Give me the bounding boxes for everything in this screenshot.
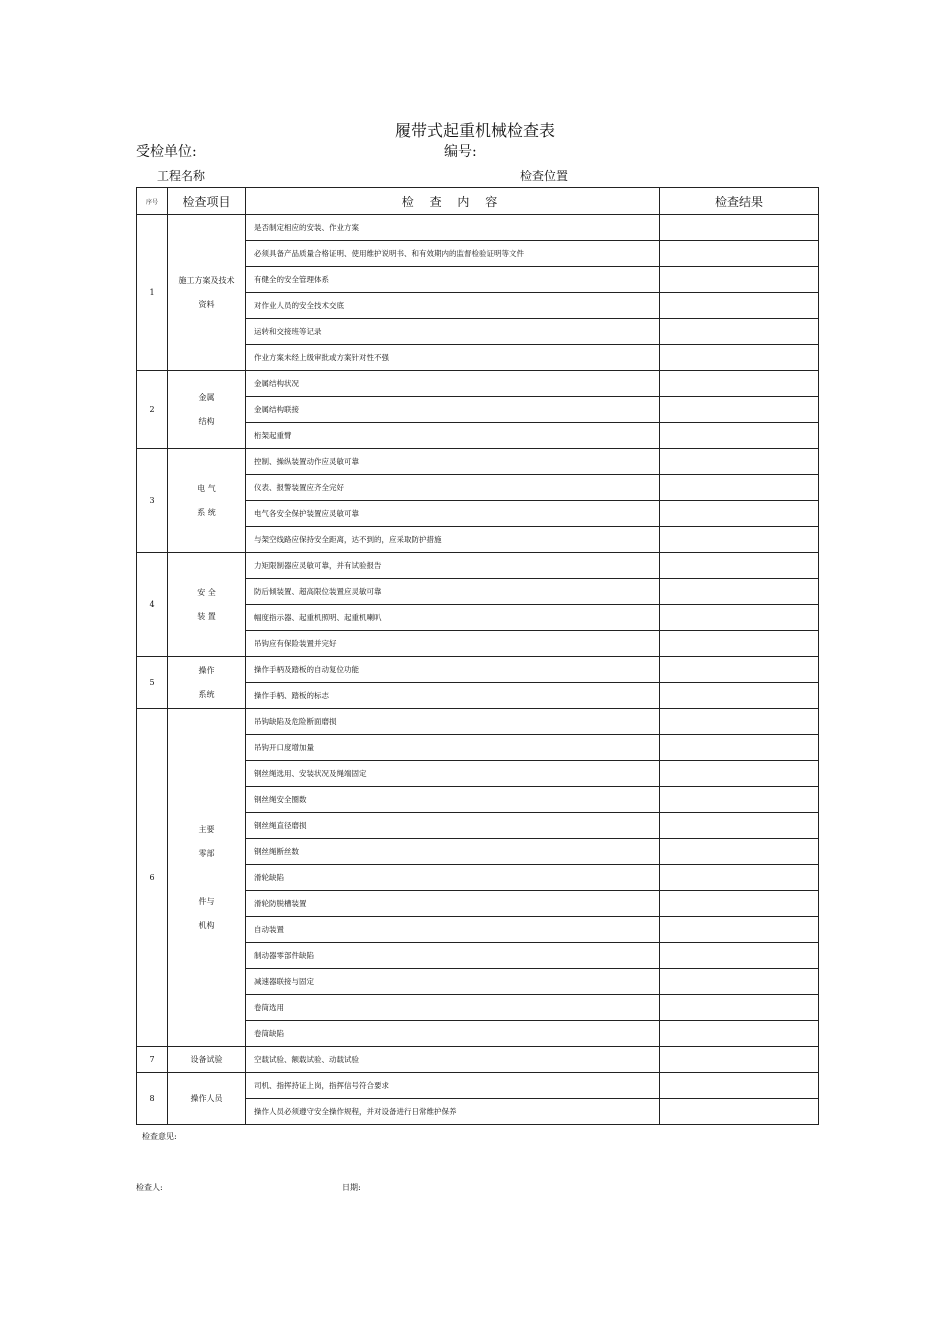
check-item: 操作手柄及踏板的自动复位功能 <box>246 657 660 683</box>
result-cell[interactable] <box>660 527 819 553</box>
table-row <box>137 709 819 735</box>
group-seq: 6 <box>137 709 168 1047</box>
category-line: 装 置 <box>197 611 216 621</box>
check-item: 桁架起重臂 <box>246 423 660 449</box>
check-item: 吊钩应有保险装置并完好 <box>246 631 660 657</box>
check-item: 吊钩缺陷及危险断面磨损 <box>246 709 660 735</box>
result-cell[interactable] <box>660 865 819 891</box>
result-cell[interactable] <box>660 735 819 761</box>
check-item: 制动器零部件缺陷 <box>246 943 660 969</box>
group-category <box>168 449 246 553</box>
result-cell[interactable] <box>660 449 819 475</box>
check-item: 幅度指示器、起重机照明、起重机喇叭 <box>246 605 660 631</box>
check-item: 控制、操纵装置动作应灵敏可靠 <box>246 449 660 475</box>
result-cell[interactable] <box>660 917 819 943</box>
result-cell[interactable] <box>660 657 819 683</box>
check-item: 必须具备产品质量合格证明、使用维护说明书、和有效期内的监督检验证明等文件 <box>246 241 660 267</box>
table-row <box>137 553 819 579</box>
category-line: 操作人员 <box>190 1093 223 1103</box>
check-item: 作业方案未经上级审批或方案针对性不强 <box>246 345 660 371</box>
table-body <box>137 215 819 1125</box>
category-line: 主要 <box>198 824 215 834</box>
result-cell[interactable] <box>660 787 819 813</box>
result-cell[interactable] <box>660 1047 819 1073</box>
page-title: 履带式起重机械检查表 <box>394 121 555 140</box>
result-cell[interactable] <box>660 761 819 787</box>
result-cell[interactable] <box>660 631 819 657</box>
group-category <box>168 1047 246 1073</box>
header-content: 检 查 内 容 <box>246 188 660 215</box>
result-cell[interactable] <box>660 345 819 371</box>
category-line: 机构 <box>198 920 215 930</box>
number-label: 编号: <box>444 144 477 160</box>
group-seq: 3 <box>137 449 168 553</box>
check-item: 自动装置 <box>246 917 660 943</box>
result-cell[interactable] <box>660 397 819 423</box>
check-item: 空载试验、额载试验、动载试验 <box>246 1047 660 1073</box>
check-item: 吊钩开口度增加量 <box>246 735 660 761</box>
group-category <box>168 657 246 709</box>
result-cell[interactable] <box>660 475 819 501</box>
check-item: 卷筒选用 <box>246 995 660 1021</box>
result-cell[interactable] <box>660 501 819 527</box>
group-category <box>168 709 246 1047</box>
group-seq: 4 <box>137 553 168 657</box>
check-item: 滑轮缺陷 <box>246 865 660 891</box>
check-item: 滑轮防脱槽装置 <box>246 891 660 917</box>
category-line: 操作 <box>198 665 215 675</box>
result-cell[interactable] <box>660 709 819 735</box>
result-cell[interactable] <box>660 267 819 293</box>
check-item: 减速器联接与固定 <box>246 969 660 995</box>
group-seq: 7 <box>137 1047 168 1073</box>
check-item: 金属结构状况 <box>246 371 660 397</box>
group-seq: 8 <box>137 1073 168 1125</box>
result-cell[interactable] <box>660 319 819 345</box>
check-item: 是否制定相应的安装、作业方案 <box>246 215 660 241</box>
header-category: 检查项目 <box>168 188 246 215</box>
group-seq: 1 <box>137 215 168 371</box>
opinion-label: 检查意见: <box>142 1132 177 1141</box>
result-cell[interactable] <box>660 423 819 449</box>
result-cell[interactable] <box>660 579 819 605</box>
result-cell[interactable] <box>660 839 819 865</box>
check-item: 防后倾装置、超高限位装置应灵敏可靠 <box>246 579 660 605</box>
result-cell[interactable] <box>660 813 819 839</box>
check-item: 卷筒缺陷 <box>246 1021 660 1047</box>
result-cell[interactable] <box>660 371 819 397</box>
category-line: 电 气 <box>197 483 216 493</box>
inspector-label: 检查人: <box>136 1183 163 1192</box>
category-line: 系 统 <box>197 507 216 517</box>
category-line: 资料 <box>198 299 215 309</box>
header-seq: 序号 <box>137 188 168 215</box>
result-cell[interactable] <box>660 943 819 969</box>
project-name-label: 工程名称 <box>157 169 206 183</box>
category-line: 系统 <box>198 689 215 699</box>
date-label: 日期: <box>342 1183 361 1192</box>
check-item: 对作业人员的安全技术交底 <box>246 293 660 319</box>
check-item: 钢丝绳选用、安装状况及绳端固定 <box>246 761 660 787</box>
result-cell[interactable] <box>660 605 819 631</box>
table-row <box>137 371 819 397</box>
check-item: 操作手柄、踏板的标志 <box>246 683 660 709</box>
check-item: 司机、指挥持证上岗，指挥信号符合要求 <box>246 1073 660 1099</box>
result-cell[interactable] <box>660 995 819 1021</box>
category-line: 件与 <box>198 896 215 906</box>
group-category <box>168 215 246 371</box>
inspection-table <box>136 187 819 1125</box>
header-result: 检查结果 <box>660 188 819 215</box>
check-item: 力矩限制器应灵敏可靠，并有试验报告 <box>246 553 660 579</box>
result-cell[interactable] <box>660 215 819 241</box>
category-line: 结构 <box>198 416 215 426</box>
check-item: 钢丝绳断丝数 <box>246 839 660 865</box>
result-cell[interactable] <box>660 1021 819 1047</box>
table-row <box>137 1047 819 1073</box>
check-item: 钢丝绳安全圈数 <box>246 787 660 813</box>
result-cell[interactable] <box>660 241 819 267</box>
category-line: 安 全 <box>197 587 216 597</box>
location-label: 检查位置 <box>520 169 569 183</box>
result-cell[interactable] <box>660 293 819 319</box>
table-row <box>137 1073 819 1099</box>
group-category <box>168 553 246 657</box>
check-item: 运转和交接班等记录 <box>246 319 660 345</box>
group-category <box>168 371 246 449</box>
check-item: 有健全的安全管理体系 <box>246 267 660 293</box>
group-seq: 5 <box>137 657 168 709</box>
table-row <box>137 215 819 241</box>
table-header-row <box>137 188 819 215</box>
table-row <box>137 449 819 475</box>
check-item: 钢丝绳直径磨损 <box>246 813 660 839</box>
result-cell[interactable] <box>660 969 819 995</box>
result-cell[interactable] <box>660 683 819 709</box>
result-cell[interactable] <box>660 1099 819 1125</box>
category-line: 金属 <box>198 392 215 402</box>
group-category <box>168 1073 246 1125</box>
category-line: 设备试验 <box>190 1054 223 1064</box>
result-cell[interactable] <box>660 1073 819 1099</box>
check-item: 金属结构联接 <box>246 397 660 423</box>
group-seq: 2 <box>137 371 168 449</box>
check-item: 与架空线路应保持安全距离，达不到的，应采取防护措施 <box>246 527 660 553</box>
category-line: 零部 <box>198 848 215 858</box>
check-item: 电气各安全保护装置应灵敏可靠 <box>246 501 660 527</box>
inspected-unit-label: 受检单位: <box>136 144 197 160</box>
table-row <box>137 657 819 683</box>
result-cell[interactable] <box>660 891 819 917</box>
category-line <box>168 866 245 890</box>
check-item: 操作人员必须遵守安全操作规程，并对设备进行日常维护保养 <box>246 1099 660 1125</box>
result-cell[interactable] <box>660 553 819 579</box>
category-line: 施工方案及技术 <box>178 275 235 285</box>
check-item: 仪表、报警装置应齐全完好 <box>246 475 660 501</box>
